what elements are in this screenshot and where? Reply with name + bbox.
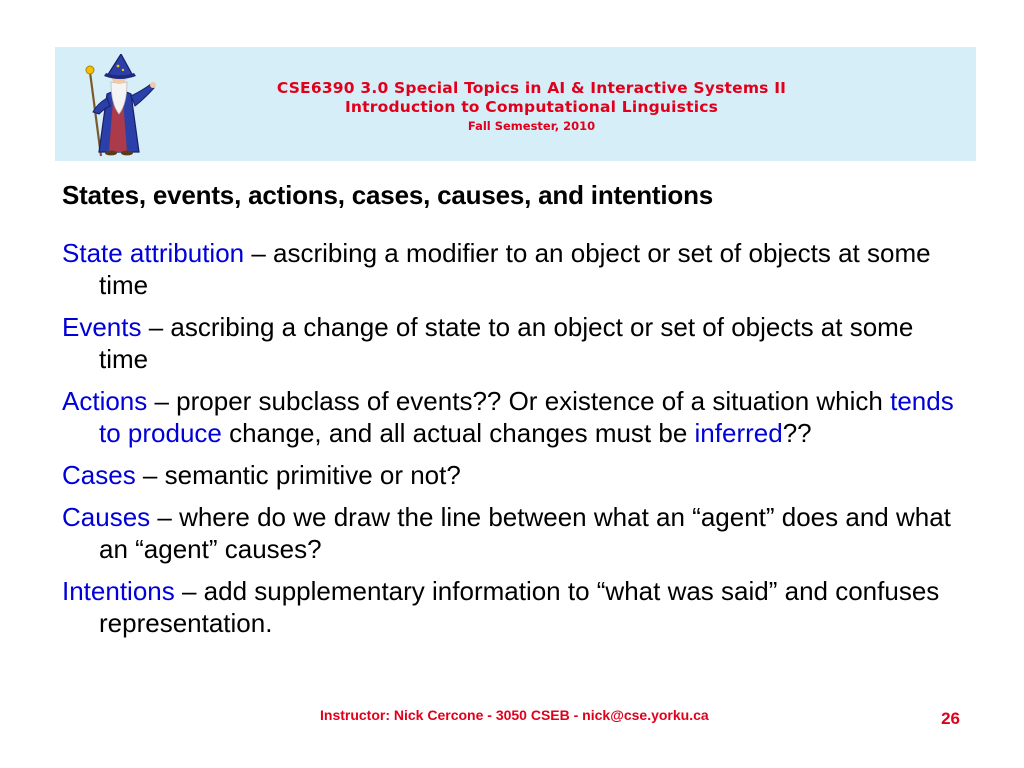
course-header [55,79,976,135]
highlight-tends-to-produce: tends to produce [99,386,954,448]
definition-actions-part-2: change, and all actual changes must be [221,418,695,448]
course-term: Fall Semester, 2010 [467,119,596,133]
term-cases: Cases [62,460,136,490]
definition-cases: – semantic primitive or not? [135,460,461,490]
term-intentions: Intentions [62,576,175,606]
bullet-actions [62,385,967,449]
bullet-cases [62,459,967,491]
definition-state-attribution: – ascribing a modifier to an object or set of objects at some time [99,238,931,300]
definition-actions-part-3: ?? [782,418,812,448]
term-events: Events [62,312,142,342]
term-actions: Actions [62,386,148,416]
course-title: CSE6390 3.0 Special Topics in AI & Interactive Systems II [276,79,787,97]
bullet-state-attribution [62,237,967,301]
term-state-attribution: State attribution [62,238,245,268]
definition-events: – ascribing a change of state to an object or set of objects at some time [99,312,914,374]
header-banner [55,47,976,161]
footer-instructor: Instructor: Nick Cercone - 3050 CSEB - nick@cse.yorku.ca [320,707,709,723]
bullet-events [62,311,967,375]
definition-intentions: – add supplementary information to “what was said” and confuses representation. [99,576,940,638]
bullet-causes [62,501,967,565]
highlight-inferred: inferred [694,418,783,448]
course-subtitle: Introduction to Computational Linguistics [344,98,719,116]
definition-actions-part-1: – proper subclass of events?? Or existence of a situation which [147,386,891,416]
definition-causes: – where do we draw the line between what an “agent” does and what an “agent” causes? [99,502,951,564]
page-number: 26 [941,709,960,728]
term-causes: Causes [62,502,151,532]
bullet-intentions [62,575,967,639]
slide-title: States, events, actions, cases, causes, and intentions [62,180,714,210]
bullet-list [62,237,967,649]
